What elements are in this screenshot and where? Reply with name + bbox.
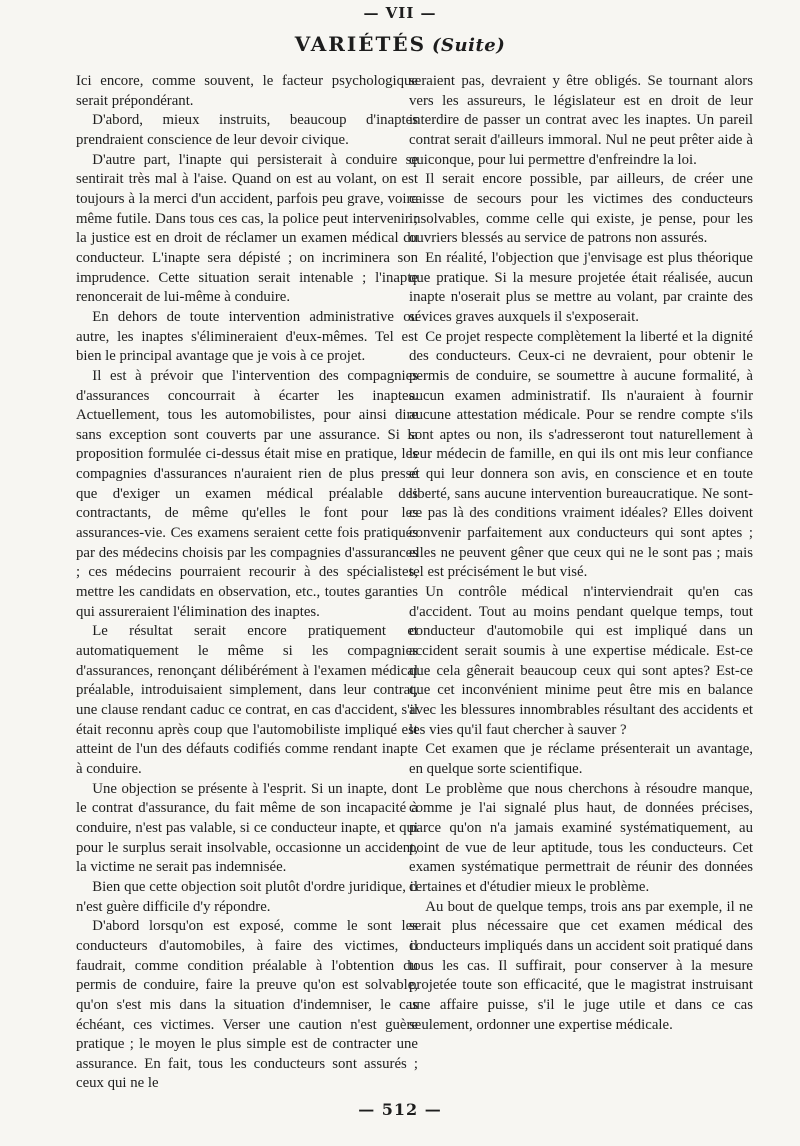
paragraph: Au bout de quelque temps, trois ans par exemple, il ne serait plus nécessaire que cet examen médical des conducteurs impliqués dans un accident soit pratiqué dans tous les cas. Il suffirait, pour conserver à la mesure projetée toute son efficacité, que le magistrat instruisant une affaire puisse, s'il le juge utile et dans ce cas seulement, ordonner une expertise médicale. <box>409 898 753 1033</box>
paragraph: Un contrôle médical n'interviendrait qu'en cas d'accident. Tout au moins pendant quelque temps, tout conducteur d'automobile qui est impliqué dans un accident serait soumis à une expertise médicale. Est-ce que cela gênerait beaucoup ceux qui sont aptes? Est-ce que cet inconvénient minime peut être mis en balance avec les blessures innombrables résultant des accidents et les vies qu'il faut chercher à sauver ? <box>409 584 753 738</box>
paragraph: En réalité, l'objection que j'envisage est plus théorique que pratique. Si la mesure projetée était réalisée, aucun inapte n'oserait plus se mettre au volant, par crainte des sévices graves auxquels il s'exposerait. <box>409 249 753 325</box>
paragraph: Ce projet respecte complètement la liberté et la dignité des conducteurs. Ceux-ci ne devraient, pour obtenir le permis de conduire, se soumettre à aucune formalité, à aucun examen administratif. Ils n'auraient à fournir aucune attestation médicale. Pour se rendre compte s'ils sont aptes ou non, ils s'adresseront tout naturellement à leur médecin de famille, en qui ils ont mis leur confiance et qui leur donnera son avis, en conscience et en toute liberté, sans aucune intervention bureaucratique. Ne sont-ce pas là des conditions vraiment idéales? Elles doivent convenir parfaitement aux conducteurs qui sont aptes ; elles ne peuvent gêner que ceux qui ne le sont pas ; mais tel est précisément le but visé. <box>409 328 753 581</box>
left-column <box>76 72 418 1094</box>
paragraph: Il serait encore possible, par ailleurs, de créer une caisse de secours pour les victimes des conducteurs insolvables, comme celle qui existe, je pense, pour les ouvriers blessés au service de patrons non assurés. <box>409 171 753 247</box>
paragraph: En dehors de toute intervention administrative ou autre, les inaptes s'élimineraient d'eux-mêmes. Tel est bien le principal avantage que je vois à ce projet. <box>76 308 418 365</box>
paragraph: Le problème que nous cherchons à résoudre manque, comme je l'ai signalé plus haut, de données précises, parce qu'on n'a jamais examiné systématiquement, au point de vue de leur aptitude, tous les conducteurs. Cet examen systématique permettrait de réunir des données certaines et d'étudier mieux le problème. <box>409 780 753 895</box>
section-heading <box>0 32 800 56</box>
paragraph: Ici encore, comme souvent, le facteur psychologique serait prépondérant. <box>76 73 418 109</box>
paragraph: D'abord, mieux instruits, beaucoup d'inaptes prendraient conscience de leur devoir civique. <box>76 112 418 148</box>
roman-page-number: — VII — <box>363 4 437 22</box>
paragraph: Bien que cette objection soit plutôt d'ordre juridique, il n'est guère difficile d'y répondre. <box>76 878 418 915</box>
right-column <box>409 72 753 1035</box>
paragraph: Le résultat serait encore pratiquement et automatiquement le même si les compagnies d'assurances, renonçant délibérément à l'examen médical préalable, introduisaient simplement, dans leur contrat, une clause rendant caduc ce contrat, en cas d'accident, s'il était reconnu après coup que l'automobiliste impliqué est atteint de l'un des défauts codifiés comme rendant inapte à conduire. <box>76 623 418 777</box>
paragraph: Une objection se présente à l'esprit. Si un inapte, dont le contrat d'assurance, du fait même de son incapacité à conduire, n'est pas valable, si ce conducteur inapte, et qui pour le surplus serait insolvable, occasionne un accident, la victime ne serait pas indemnisée. <box>76 780 418 876</box>
paragraph: Cet examen que je réclame présenterait un avantage, en quelque sorte scientifique. <box>409 741 753 777</box>
paragraph: seraient pas, devraient y être obligés. Se tournant alors vers les assureurs, le législateur est en droit de leur interdire de passer un contrat avec les inaptes. Un pareil contrat serait d'ailleurs immoral. Nul ne peut prêter aide à quiconque, pour lui permettre d'enfreindre la loi. <box>409 73 753 168</box>
section-suffix: (Suite) <box>432 35 506 56</box>
paragraph: Il est à prévoir que l'intervention des compagnies d'assurances concourrait à écarter les inaptes. Actuellement, tous les automobilistes, pour ainsi dire sans exception sont couverts par une assurance. Si la proposition formulée ci-dessus était mise en pratique, les compagnies d'assurances n'auraient rien de plus pressé que d'exiger un examen médical préalable des contractants, de même qu'elles le font pour les assurances-vie. Ces examens seraient cette fois pratiqués par des médecins choisis par les compagnies d'assurances ; ces médecins pourraient recourir à des spécialistes, mettre les candidats en observation, etc., toutes garanties qui assureraient l'élimination des inaptes. <box>76 367 418 620</box>
paragraph: D'autre part, l'inapte qui persisterait à conduire se sentirait très mal à l'aise. Quand on est au volant, on est toujours à la merci d'un accident, parfois peu grave, voire même futile. Dans tous ces cas, la police peut intervenir ; la justice est en droit de réclamer un examen médical du conducteur. L'inapte sera dépisté ; on incriminera son imprudence. Cette situation serait intenable ; l'inapte renoncerait de lui-même à conduire. <box>76 151 418 306</box>
section-title: VARIÉTÉS <box>294 32 427 56</box>
page-number: — 512 — <box>358 1100 442 1119</box>
paragraph: D'abord lorsqu'on est exposé, comme le sont les conducteurs d'automobiles, à faire des victimes, il faudrait, comme condition préalable à l'obtention du permis de conduire, faire la preuve qu'on est solvable, qu'on s'est mis dans la situation d'indemniser, le cas échéant, ces victimes. Verser une caution n'est guère pratique ; le moyen le plus simple est de contracter une assurance. En fait, tous les conducteurs sont assurés ; ceux qui ne le <box>76 918 418 1092</box>
